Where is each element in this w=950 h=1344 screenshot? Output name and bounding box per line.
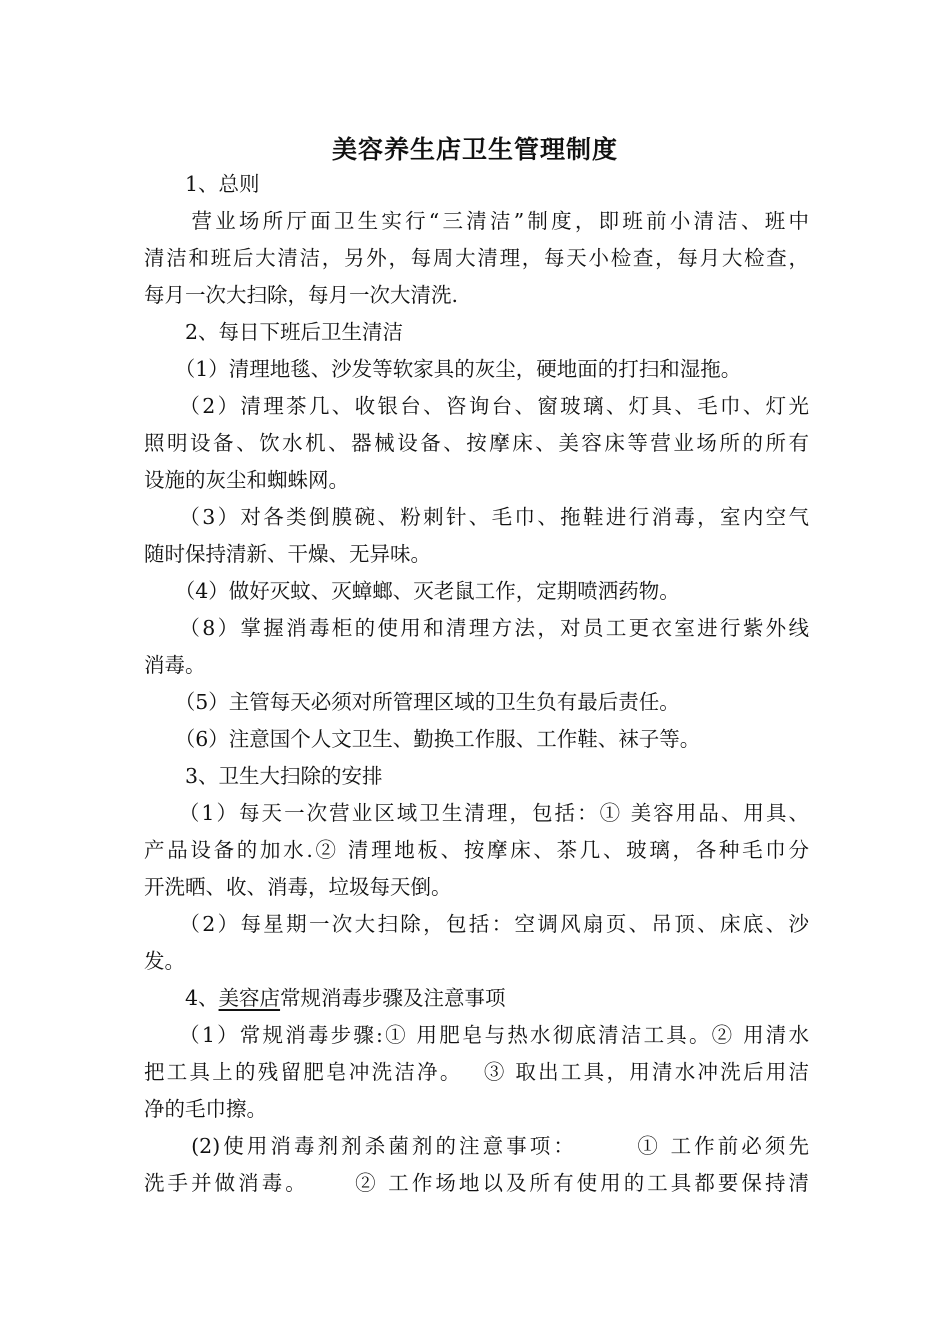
paragraph-line: （4）做好灭蚊、灭蟑螂、灭老鼠工作，定期喷洒药物。 <box>144 579 680 603</box>
paragraph-line: 随时保持清新、干燥、无异味。 <box>144 542 431 566</box>
paragraph-line: 产品设备的加水.② 清理地板、按摩床、茶几、玻璃，各种毛巾分 <box>144 838 809 862</box>
paragraph-line: 照明设备、饮水机、器械设备、按摩床、美容床等营业场所的所有 <box>144 431 809 455</box>
section-4-title: 常规消毒步骤及注意事项 <box>280 986 506 1010</box>
paragraph-line: （2）每星期一次大扫除，包括：空调风扇页、吊顶、床底、沙 <box>144 912 809 936</box>
paragraph-line: 每月一次大扫除，每月一次大清洗. <box>144 283 459 307</box>
paragraph-line: （3）对各类倒膜碗、粉刺针、毛巾、拖鞋进行消毒，室内空气 <box>144 505 809 529</box>
document-title: 美容养生店卫生管理制度 <box>331 135 618 164</box>
section-1-heading: 1、总则 <box>144 172 260 196</box>
paragraph-line: 净的毛巾擦。 <box>144 1097 267 1121</box>
beauty-shop-link[interactable]: 美容店 <box>218 986 281 1010</box>
section-2-heading: 2、每日下班后卫生清洁 <box>144 320 404 344</box>
paragraph-line: （1）常规消毒步骤:① 用肥皂与热水彻底清洁工具。② 用清水 <box>144 1023 809 1047</box>
section-4-number: 4、 <box>144 986 219 1010</box>
section-4-heading <box>144 980 809 1016</box>
paragraph-line: 把工具上的残留肥皂冲洗洁净。 ③ 取出工具，用清水冲洗后用洁 <box>144 1060 809 1084</box>
paragraph-line: （5）主管每天必须对所管理区域的卫生负有最后责任。 <box>144 690 680 714</box>
paragraph-line: （6）注意国个人文卫生、勤换工作服、工作鞋、袜子等。 <box>144 727 701 751</box>
paragraph-line: （2）清理茶几、收银台、咨询台、窗玻璃、灯具、毛巾、灯光 <box>144 394 809 418</box>
paragraph-line: 开洗晒、收、消毒，垃圾每天倒。 <box>144 875 452 899</box>
paragraph-line: 设施的灰尘和蜘蛛网。 <box>144 468 349 492</box>
paragraph-line: 发。 <box>144 949 185 973</box>
section-3-heading: 3、卫生大扫除的安排 <box>144 764 383 788</box>
paragraph-line: 清洁和班后大清洁，另外，每周大清理，每天小检查，每月大检查， <box>144 246 809 270</box>
paragraph-line: （8）掌握消毒柜的使用和清理方法，对员工更衣室进行紫外线 <box>144 616 809 640</box>
paragraph-line: （1）每天一次营业区域卫生清理，包括：① 美容用品、用具、 <box>144 801 809 825</box>
paragraph-line: 营业场所厅面卫生实行“三清洁”制度，即班前小清洁、班中 <box>144 209 809 233</box>
paragraph-line: （1）清理地毯、沙发等软家具的灰尘，硬地面的打扫和湿拖。 <box>144 357 742 381</box>
paragraph-line: (2)使用消毒剂剂杀菌剂的注意事项： ① 工作前必须先 <box>144 1134 809 1158</box>
paragraph-line: 消毒。 <box>144 653 206 677</box>
paragraph-line: 洗手并做消毒。 ② 工作场地以及所有使用的工具都要保持清 <box>144 1171 809 1195</box>
